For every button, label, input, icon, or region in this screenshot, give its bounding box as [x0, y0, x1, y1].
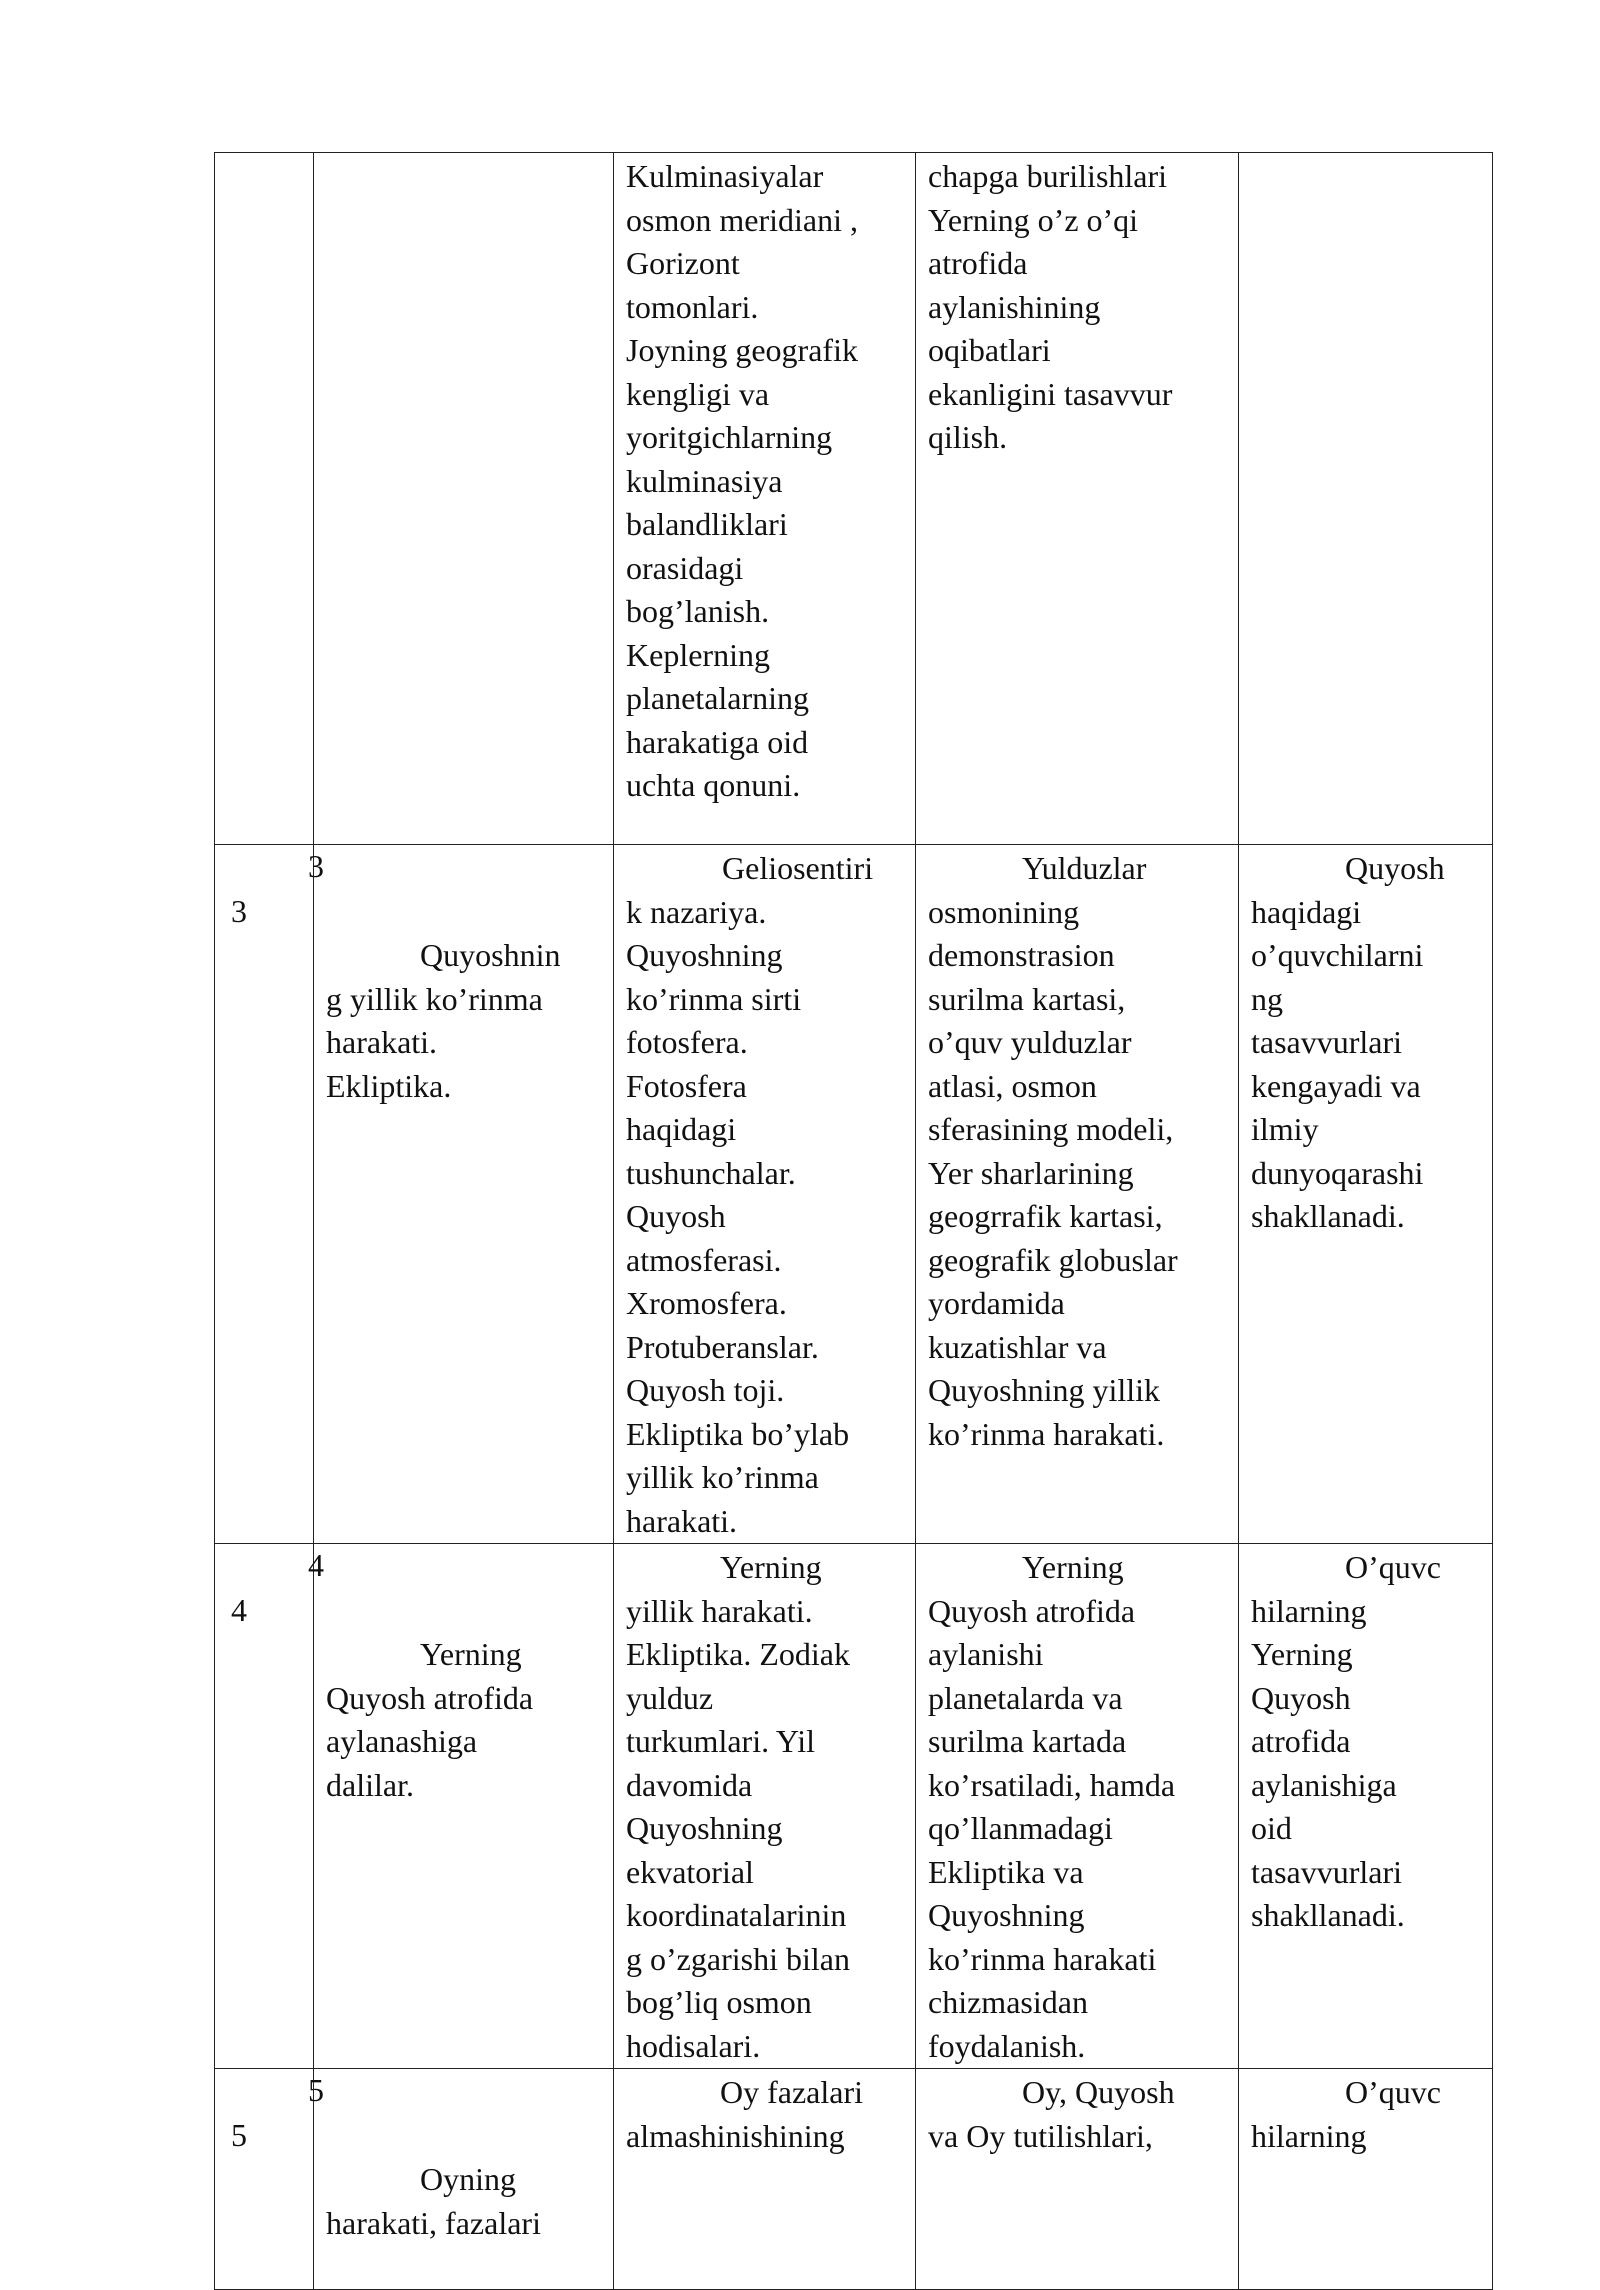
row-number-secondary: 5 — [308, 2072, 324, 2108]
topic-cell — [308, 845, 614, 1544]
row-number: 5 — [231, 2117, 247, 2153]
outcome-cell — [1239, 845, 1493, 1544]
activity-text: Yulduzlar osmonining demonstrasion surilma kartasi, o’quv yulduzlar atlasi, osmon sferasining modeli, Yer sharlarining geogrrafik kartasi, geografik globuslar yordamida kuzatishlar va Quyoshning yillik ko’rinma harakati. — [928, 850, 1178, 1452]
outcome-text: O’quvc hilarning Yerning Quyosh atrofida aylanishiga oid tasavvurlari shakllanadi. — [1251, 1549, 1441, 1933]
topic-text: Quyoshnin g yillik ko’rinma harakati. Ekliptika. — [326, 937, 561, 1104]
table-row — [215, 2069, 1493, 2290]
row-number-cell — [215, 2069, 314, 2290]
content-text: Geliosentiri k nazariya. Quyoshning ko’rinma sirti fotosfera. Fotosfera haqidagi tushunchalar. Quyosh atmosferasi. Xromosfera. Protuberanslar. Quyosh toji. Ekliptika bo’ylab yillik ko’rinma harakati. — [626, 850, 874, 1539]
activity-text: Oy, Quyosh va Oy tutilishlari, — [928, 2074, 1175, 2154]
content-text: Kulminasiyalar osmon meridiani , Gorizont tomonlari. Joyning geografik kengligi va yoritgichlarning kulminasiya balandliklari orasidagi bog’lanish. Keplerning planetalarning harakatiga oid uchta qonuni. — [626, 158, 858, 803]
activity-cell — [916, 2069, 1239, 2290]
lesson-plan-table — [214, 152, 1493, 2290]
row-number-secondary: 4 — [308, 1547, 324, 1583]
activity-cell — [916, 1544, 1239, 2069]
activity-cell — [916, 845, 1239, 1544]
outcome-text: Quyosh haqidagi o’quvchilarni ng tasavvurlari kengayadi va ilmiy dunyoqarashi shakllanadi. — [1251, 850, 1445, 1234]
content-text: Yerning yillik harakati. Ekliptika. Zodiak yulduz turkumlari. Yil davomida Quyoshning ekvatorial koordinatalarinin g o’zgarishi bilan bog’liq osmon hodisalari. — [626, 1549, 850, 2064]
topic-cell — [308, 2069, 614, 2290]
row-number-secondary: 3 — [308, 848, 324, 884]
activity-text: Yerning Quyosh atrofida aylanishi planetalarda va surilma kartada ko’rsatiladi, hamda qo’llanmadagi Ekliptika va Quyoshning ko’rinma harakati chizmasidan foydalanish. — [928, 1549, 1176, 2064]
topic-cell — [308, 1544, 614, 2069]
table-row — [215, 1544, 1493, 2069]
content-cell — [614, 153, 916, 845]
outcome-cell — [1239, 153, 1493, 845]
row-number: 3 — [231, 893, 247, 929]
content-cell — [614, 845, 916, 1544]
table-row — [215, 845, 1493, 1544]
content-cell — [614, 1544, 916, 2069]
topic-text: Yerning Quyosh atrofida aylanashiga dalilar. — [326, 1636, 534, 1803]
activity-text: chapga burilishlari Yerning o’z o’qi atrofida aylanishining oqibatlari ekanligini tasavvur qilish. — [928, 158, 1173, 455]
outcome-cell — [1239, 2069, 1493, 2290]
row-number-cell — [215, 845, 314, 1544]
outcome-text: O’quvc hilarning — [1251, 2074, 1441, 2154]
content-cell — [614, 2069, 916, 2290]
row-number-cell — [215, 153, 314, 845]
activity-cell — [916, 153, 1239, 845]
topic-text: Oyning harakati, fazalari — [326, 2161, 541, 2241]
table-row — [215, 153, 1493, 845]
content-text: Oy fazalari almashinishining — [626, 2074, 864, 2154]
outcome-cell — [1239, 1544, 1493, 2069]
row-number-cell — [215, 1544, 314, 2069]
topic-cell — [314, 153, 614, 845]
row-number: 4 — [231, 1592, 247, 1628]
